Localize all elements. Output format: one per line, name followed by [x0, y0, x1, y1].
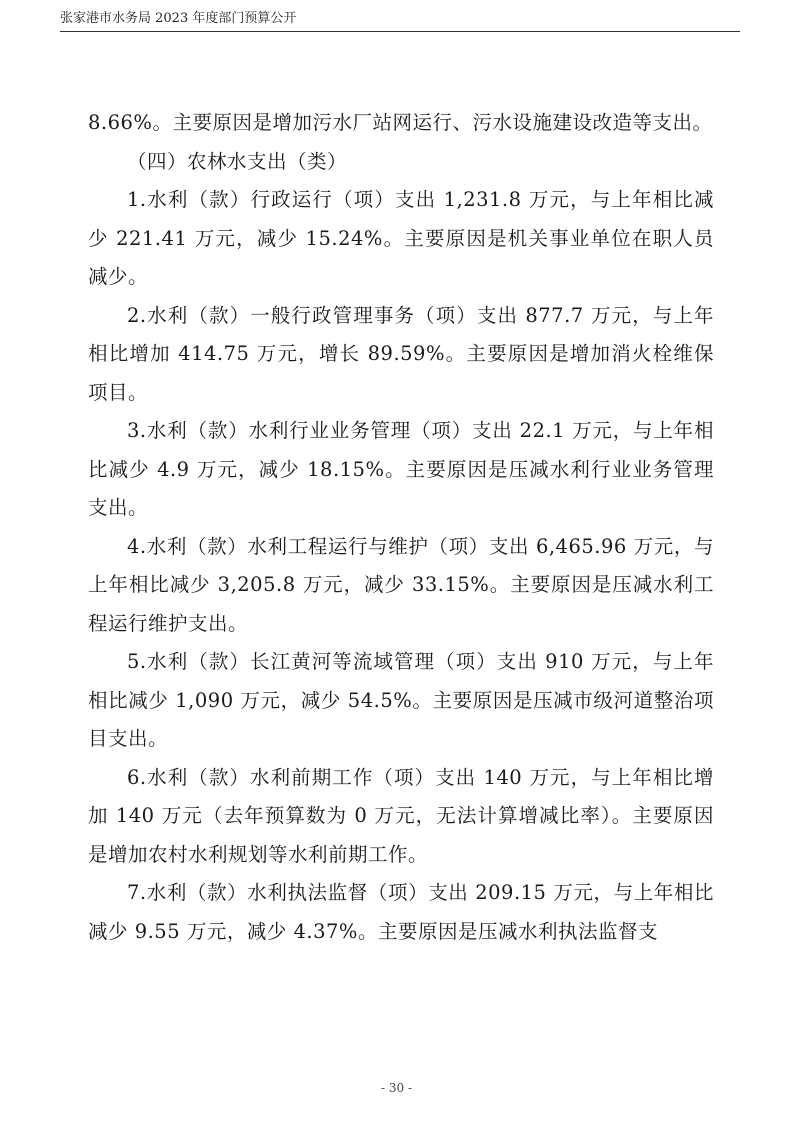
document-body: [88, 104, 714, 951]
section-heading: （四）农林水支出（类）: [127, 149, 348, 173]
expenditure-item-6: 6.水利（款）水利前期工作（项）支出 140 万元，与上年相比增加 140 万元（去年预算数为 0 万元，无法计算增减比率）。主要原因是增加农村水利规划等水利前期工作。: [88, 765, 714, 866]
expenditure-item-3: 3.水利（款）水利行业业务管理（项）支出 22.1 万元，与上年相比减少 4.9 万元，减少 18.15%。主要原因是压减水利行业业务管理支出。: [88, 419, 714, 519]
page-header: 张家港市水务局 2023 年度部门预算公开: [60, 11, 297, 26]
expenditure-item-4: 4.水利（款）水利工程运行与维护（项）支出 6,465.96 万元，与上年相比减少 3,205.8 万元，减少 33.15%。主要原因是压减水利工程运行维护支出。: [88, 534, 714, 635]
expenditure-item-2: 2.水利（款）一般行政管理事务（项）支出 877.7 万元，与上年相比增加 414.75 万元，增长 89.59%。主要原因是增加消火栓维保项目。: [88, 303, 714, 404]
header-divider: [60, 31, 740, 32]
expenditure-item-1: 1.水利（款）行政运行（项）支出 1,231.8 万元，与上年相比减少 221.41 万元，减少 15.24%。主要原因是机关事业单位在职人员减少。: [88, 188, 714, 288]
expenditure-item-7: 7.水利（款）水利执法监督（项）支出 209.15 万元，与上年相比减少 9.55 万元，减少 4.37%。主要原因是压减水利执法监督支: [88, 881, 714, 943]
continuation-paragraph: 8.66%。主要原因是增加污水厂站网运行、污水设施建设改造等支出。: [88, 111, 713, 134]
expenditure-item-5: 5.水利（款）长江黄河等流域管理（项）支出 910 万元，与上年相比减少 1,090 万元，减少 54.5%。主要原因是压减市级河道整治项目支出。: [88, 650, 714, 750]
page-number: - 30 -: [380, 1081, 412, 1095]
